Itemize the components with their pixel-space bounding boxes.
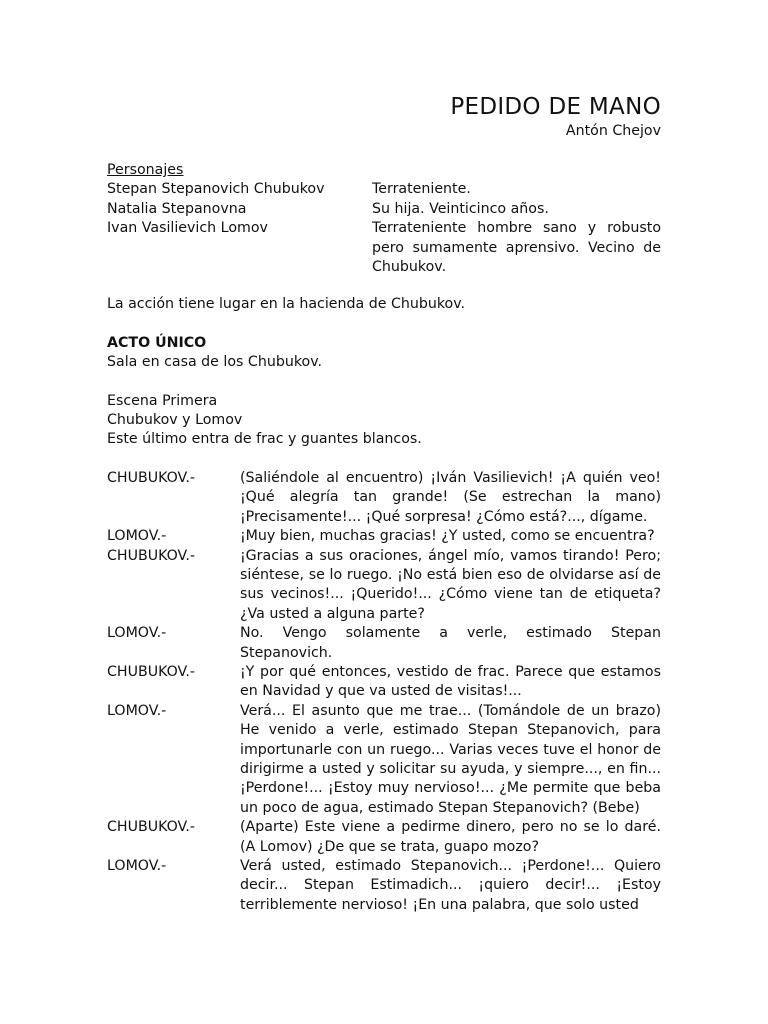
characters-section — [107, 161, 661, 277]
scene-section — [107, 392, 661, 450]
dialogue-section — [107, 469, 661, 915]
character-row — [107, 200, 661, 219]
setting-text: La acción tiene lugar en la hacienda de Chubukov. — [107, 296, 466, 313]
speaker-name: LOMOV.- — [107, 625, 167, 642]
act-title: ACTO ÚNICO — [107, 334, 207, 351]
dialogue-line — [107, 857, 661, 915]
speaker-name: CHUBUKOV.- — [107, 819, 196, 836]
character-description: Terrateniente hombre sano y robusto pero sumamente aprensivo. Vecino de Chubukov. — [372, 220, 661, 276]
scene-title: Escena Primera — [107, 392, 218, 409]
character-name: Stepan Stepanovich Chubukov — [107, 181, 325, 198]
character-name: Natalia Stepanovna — [107, 200, 247, 217]
dialogue-line — [107, 624, 661, 663]
dialogue-line — [107, 663, 661, 702]
speech-text: (Aparte) Este viene a pedirme dinero, pero no se lo daré. (A Lomov) ¿De que se trata, guapo mozo? — [240, 819, 661, 855]
play-title: PEDIDO DE MANO — [450, 94, 661, 120]
title-block — [107, 92, 661, 141]
speaker-name: LOMOV.- — [107, 702, 167, 719]
dialogue-line — [107, 818, 661, 857]
dialogue-line — [107, 527, 661, 546]
character-name: Ivan Vasilievich Lomov — [107, 220, 268, 237]
characters-heading: Personajes — [107, 162, 184, 178]
speaker-name: LOMOV.- — [107, 858, 167, 874]
character-description: Su hija. Veinticinco años. — [372, 200, 549, 217]
speech-text: (Saliéndole al encuentro) ¡Iván Vasilievich! ¡A quién veo! ¡Qué alegría tan grande! (Se estrechan la mano) ¡Precisamente!... ¡Qué sorpresa! ¿Cómo está?..., dígame. — [240, 469, 661, 525]
speaker-name: LOMOV.- — [107, 528, 167, 545]
dialogue-line — [107, 547, 661, 625]
speech-text: ¡Y por qué entonces, vestido de frac. Parece que estamos en Navidad y que va usted de visitas!... — [240, 663, 661, 700]
act-location: Sala en casa de los Chubukov. — [107, 354, 323, 371]
character-row — [107, 219, 661, 277]
stage-direction: Este último entra de frac y guantes blancos. — [107, 431, 422, 448]
speech-text: No. Vengo solamente a verle, estimado Stepan Stepanovich. — [240, 625, 661, 661]
author-name: Antón Chejov — [565, 123, 661, 139]
document-page — [107, 92, 661, 915]
speaker-name: CHUBUKOV.- — [107, 469, 196, 486]
character-row — [107, 180, 661, 199]
speaker-name: CHUBUKOV.- — [107, 663, 196, 680]
scene-characters: Chubukov y Lomov — [107, 412, 243, 429]
speech-text: Verá usted, estimado Stepanovich... ¡Perdone!... Quiero decir... Stepan Estimadich... ¡quiero decir!... ¡Estoy terriblemente nervioso! ¡En una palabra, que solo usted — [240, 858, 661, 913]
speech-text: ¡Muy bien, muchas gracias! ¿Y usted, como se encuentra? — [240, 528, 655, 545]
character-description: Terrateniente. — [372, 181, 471, 198]
dialogue-line — [107, 702, 661, 818]
speech-text: Verá... El asunto que me trae... (Tomándole de un brazo) He venido a verle, estimado Stepan Stepanovich, para importunarle con un ruego... Varias veces tuve el honor de dirigirme a usted y solicitar su ayuda, y siempre..., en fin... ¡Perdone!... ¡Estoy muy nervioso!... ¿Me permite que beba un poco de agua, estimado Stepan Stepanovich? (Bebe) — [240, 702, 661, 816]
speech-text: ¡Gracias a sus oraciones, ángel mío, vamos tirando! Pero; siéntese, se lo ruego. ¡No está bien eso de olvidarse así de sus vecinos!... ¡Querido!... ¿Cómo viene tan de etiqueta? ¿Va usted a alguna parte? — [240, 547, 661, 622]
speaker-name: CHUBUKOV.- — [107, 547, 196, 564]
act-section — [107, 334, 661, 373]
dialogue-line — [107, 469, 661, 527]
